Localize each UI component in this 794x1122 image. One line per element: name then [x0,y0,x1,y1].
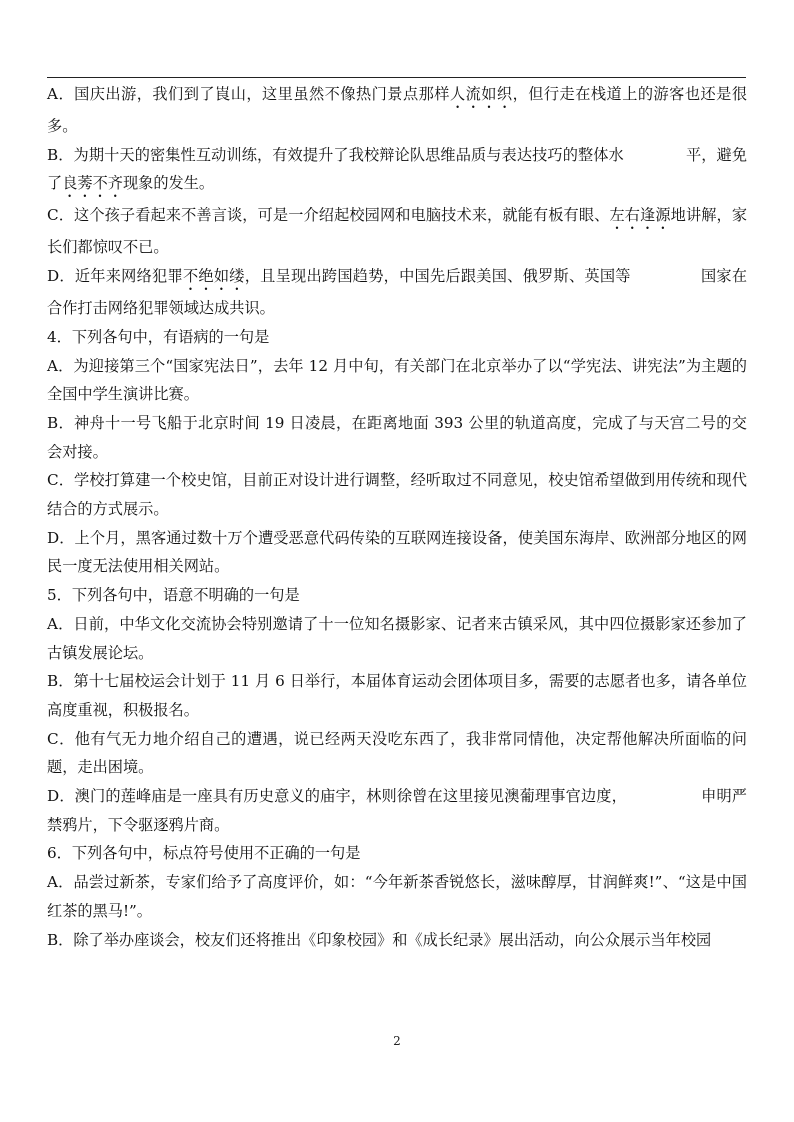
q5-option-d [47,782,747,839]
q5-stem: 5．下列各句中，语意不明确的一句是 [47,586,300,605]
q3-option-a [47,80,747,141]
text: 申明严禁鸦片，下令驱逐鸦片商。 [47,787,747,834]
emphasized-idiom: 良莠不齐 [62,174,123,193]
page-number: 2 [393,1034,401,1048]
text: 现象的发生。 [122,174,215,193]
question-content [47,80,747,954]
q3-option-b [47,141,747,202]
text: 平，避免了 [47,145,748,193]
q5-option-a: A．日前，中华文化交流协会特别邀请了十一位知名摄影家、记者来古镇采风，其中四位摄影家还参加了古镇发展论坛。 [47,614,747,662]
emphasized-idiom: 左右逢源 [609,206,671,225]
q4-stem: 4．下列各句中，有语病的一句是 [47,327,270,346]
text: D．澳门的莲峰庙是一座具有历史意义的庙宇，林则徐曾在这里接见澳葡理事官边度， [47,787,627,806]
text: D．近年来网络犯罪 [47,267,183,286]
text: A．国庆出游，我们到了崀山，这里虽然不像热门景点那样 [47,85,450,103]
q3-option-c [47,201,747,262]
q5-option-b: B．第十七届校运会计划于 11 月 6 日举行，本届体育运动会团体项目多，需要的志愿者也多，请各单位高度重视，积极报名。 [47,672,747,719]
q6-option-a: A．品尝过新茶，专家们给予了高度评价，如：“今年新茶香锐悠长，滋味醇厚，甘润鲜爽!”、“这是中国红茶的黑马!”。 [47,873,747,920]
q4-option-a: A．为迎接第三个“国家宪法日”，去年 12 月中旬，有关部门在北京举办了以“学宪法、讲宪法”为主题的全国中学生演讲比赛。 [47,356,747,404]
text: ，但行走在栈道上的游客也还是很多。 [47,85,748,135]
q4-option-c: C．学校打算建一个校史馆，目前正对设计进行调整，经听取过不同意见，校史馆希望做到用传统和现代结合的方式展示。 [47,471,747,519]
q3-option-d [47,262,747,323]
emphasized-idiom: 人流如织 [449,85,513,103]
q6-stem: 6．下列各句中，标点符号使用不正确的一句是 [47,844,361,863]
q6-option-b: B．除了举办座谈会，校友们还将推出《印象校园》和《成长纪录》展出活动，向公众展示当年校园 [47,930,712,949]
header-rule [47,77,746,78]
text: 地讲解，家长们都惊叹不已。 [47,206,748,257]
q5-option-c: C．他有气无力地介绍自己的遭遇，说已经两天没吃东西了，我非常同情他，决定帮他解决所面临的问题，走出困境。 [47,729,747,777]
text: ，且呈现出跨国趋势，中国先后跟美国、俄罗斯、英国等 [244,267,631,286]
text: C．这个孩子看起来不善言谈，可是一介绍起校园网和电脑技术来，就能有板有眼、 [47,206,610,225]
text: B．为期十天的密集性互动训练，有效提升了我校辩论队思维品质与表达技巧的整体水 [47,145,624,164]
text: 国家在合作打击网络犯罪领域达成共识。 [47,267,748,318]
q4-option-b: B．神舟十一号飞船于北京时间 19 日凌晨，在距离地面 393 公里的轨道高度，完成了与天宫二号的交会对接。 [47,413,747,461]
emphasized-idiom: 不绝如缕 [182,267,245,286]
q4-option-d: D．上个月，黑客通过数十万个遭受恶意代码传染的互联网连接设备，使美国东海岸、欧洲部分地区的网民一度无法使用相关网站。 [47,528,747,576]
